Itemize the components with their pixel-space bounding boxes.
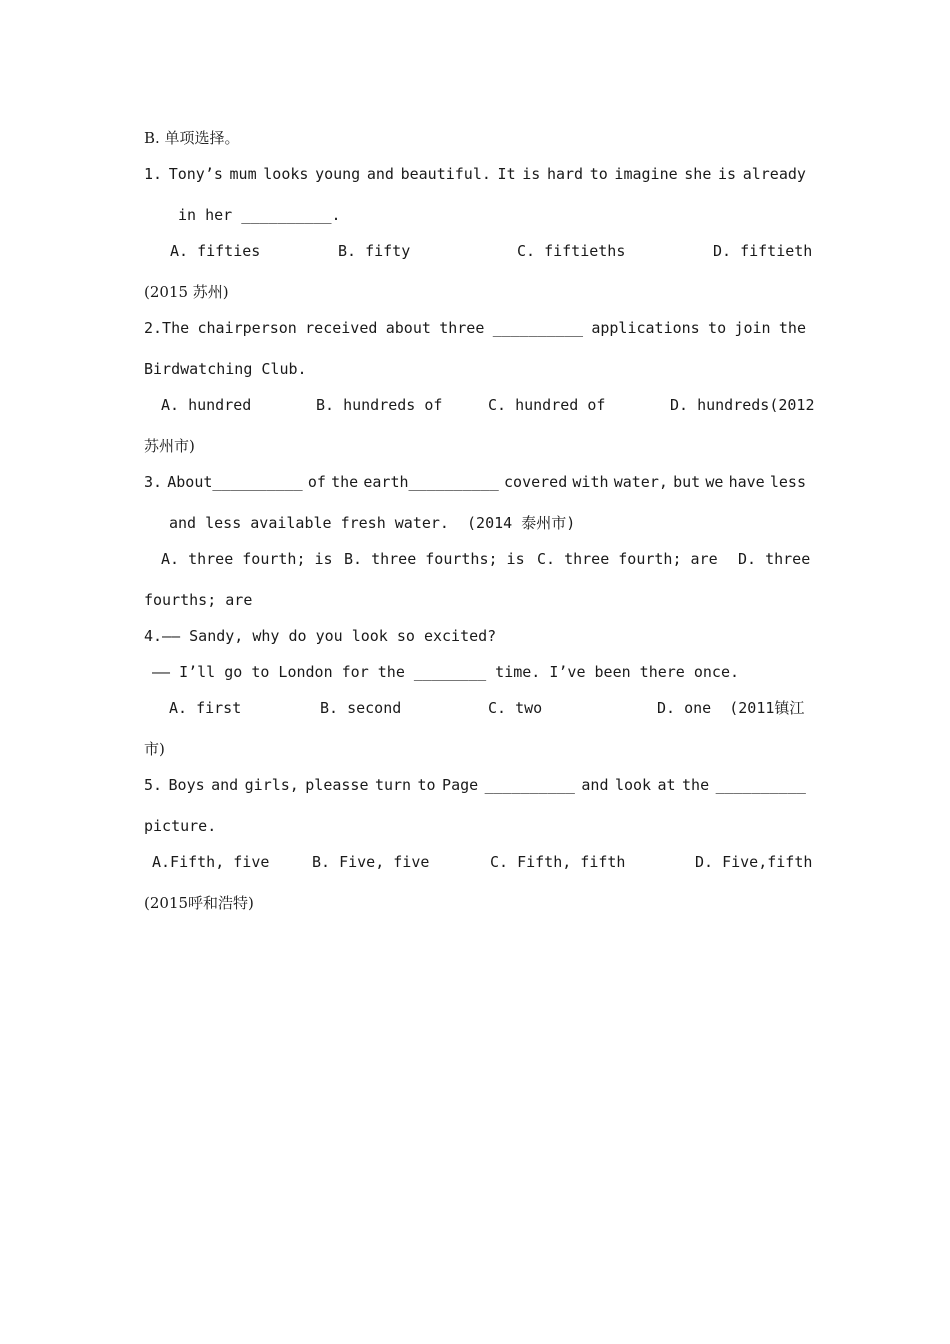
question-5-stem-cont: picture. [144, 817, 217, 835]
question-2-option-a: A. hundred [161, 396, 252, 414]
question-2-option-b: B. hundreds of [316, 396, 443, 414]
question-4-option-a: A. first [169, 699, 242, 717]
question-4-source: 市) [144, 740, 165, 758]
question-4-option-d: D. one (2011镇江 [657, 699, 805, 717]
question-3-option-d-cont: fourths; are [144, 591, 253, 609]
question-3-stem-cont: and less available fresh water. (2014 泰州市) [169, 514, 576, 532]
section-heading: B. 单项选择。 [144, 129, 240, 147]
question-1-stem-cont: in her __________. [178, 206, 341, 224]
question-5-option-d: D. Five,fifth [695, 853, 813, 871]
question-4-stem-cont: —— I’ll go to London for the ________ time. I’ve been there once. [152, 663, 739, 681]
question-4-option-b: B. second [320, 699, 402, 717]
question-2-stem-cont: Birdwatching Club. [144, 360, 307, 378]
question-2-stem: 2.The chairperson received about three __________ applications to join the [144, 319, 806, 337]
question-1-option-b: B. fifty [338, 242, 411, 260]
question-5-source: (2015呼和浩特) [144, 894, 254, 912]
question-1-option-d: D. fiftieth [713, 242, 813, 260]
question-4-stem: 4.—— Sandy, why do you look so excited? [144, 627, 497, 645]
question-2-option-d: D. hundreds(2012 [670, 396, 815, 414]
question-3-stem: 3. About__________ of the earth__________ covered with water, but we have less [144, 473, 806, 491]
question-3-option-a: A. three fourth; is [161, 550, 333, 568]
question-5-stem: 5. Boys and girls, pleasse turn to Page __________ and look at the __________ [144, 776, 806, 794]
question-3-option-c: C. three fourth; are [537, 550, 718, 568]
question-5-option-c: C. Fifth, fifth [490, 853, 626, 871]
question-3-option-b: B. three fourths; is [344, 550, 525, 568]
question-1-stem: 1. Tony’s mum looks young and beautiful. It is hard to imagine she is already [144, 165, 806, 183]
question-4-option-c: C. two [488, 699, 543, 717]
question-2-option-c: C. hundred of [488, 396, 606, 414]
question-1-source: (2015 苏州) [144, 283, 229, 301]
question-1-option-a: A. fifties [170, 242, 261, 260]
question-1-option-c: C. fiftieths [517, 242, 626, 260]
question-5-option-a: A.Fifth, five [152, 853, 270, 871]
question-2-source: 苏州市) [144, 437, 195, 455]
question-5-option-b: B. Five, five [312, 853, 430, 871]
question-3-option-d: D. three [738, 550, 811, 568]
